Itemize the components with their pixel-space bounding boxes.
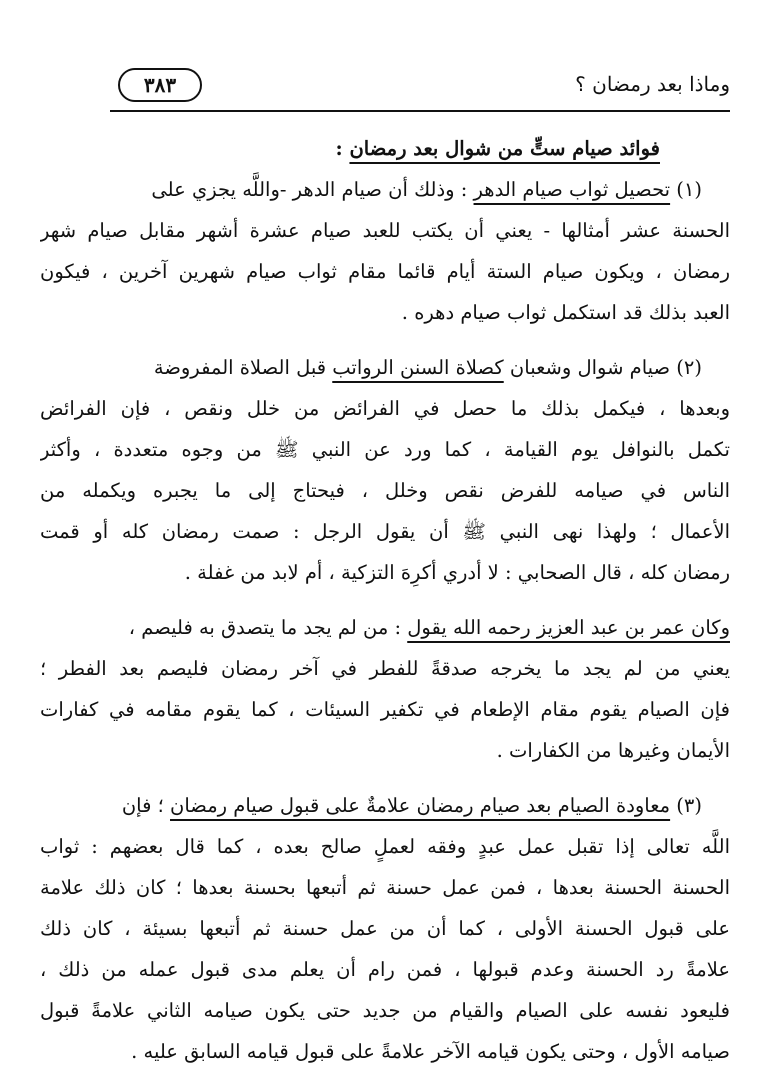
body-line: اللَّه تعالى إذا تقبل عمل عبدٍ وفقه لعملٍ صالح بعده ، كما قال بعضهم : ثواب xyxy=(40,835,730,858)
point3-heading: معاودة الصيام بعد صيام رمضان علامةٌ على قبول صيام رمضان xyxy=(170,794,671,817)
point1-first-line xyxy=(40,169,730,210)
paragraph-gap xyxy=(40,771,730,785)
point3-first-line xyxy=(40,785,730,826)
omar-line1-rest: : من لم يجد ما يتصدق به فليصم ، xyxy=(128,616,408,639)
body-line: علامةً رد الحسنة وعدم قبولها ، فمن رام أن يعلم مدى قبول عمله من ذلك ، xyxy=(40,958,730,981)
omar-first-line xyxy=(40,607,730,648)
point1-heading: تحصيل ثواب صيام الدهر xyxy=(473,178,671,201)
point3-line1-rest: ؛ فإن xyxy=(121,794,171,817)
point2-heading: كصلاة السنن الرواتب xyxy=(332,356,504,379)
point2-first-line xyxy=(40,347,730,388)
running-title: وماذا بعد رمضان ؟ xyxy=(575,72,730,96)
header-rule xyxy=(110,110,730,112)
omar-heading: وكان عمر بن عبد العزيز رحمه الله يقول xyxy=(407,616,730,639)
point2-line1-rest: قبل الصلاة المفروضة xyxy=(153,356,333,379)
body-line: صيامه الأول ، وحتى يكون قيامه الآخر علامةً على قبول قيامه السابق عليه . xyxy=(131,1040,730,1063)
running-head xyxy=(110,66,730,106)
body-line: يعني من لم يجد ما يخرجه صدقةً للفطر في آخر رمضان فليصم بعد الفطر ؛ xyxy=(40,657,730,680)
body-line: الناس في صيامه للفرض نقص وخلل ، فيحتاج إلى ما يجبره ويكمله من xyxy=(40,479,730,502)
body-line: على قبول الحسنة الأولى ، كما أن من عمل حسنة ثم أتبعها بسيئة ، كان ذلك xyxy=(40,917,730,940)
section-heading-text: فوائد صيام ستٍّ من شوال بعد رمضان xyxy=(349,137,660,160)
point1-number: (١) xyxy=(670,178,702,201)
body-line: فليعود نفسه على الصيام والقيام من جديد حتى يكون صيامه الثاني علامةً قبول xyxy=(40,999,730,1022)
paragraph-gap xyxy=(40,593,730,607)
section-heading-colon: : xyxy=(335,137,350,160)
point1-line1-rest: : وذلك أن صيام الدهر -واللَّه يجزي على xyxy=(151,178,474,201)
body-line: وبعدها ، فيكمل بذلك ما حصل في الفرائض من خلل ونقص ، فإن الفرائض xyxy=(40,397,730,420)
body-line: الحسنة عشر أمثالها - يعني أن يكتب للعبد صيام عشرة أشهر مقابل صيام شهر xyxy=(40,219,730,242)
body-line: العبد بذلك قد استكمل ثواب صيام دهره . xyxy=(401,301,730,324)
page-body xyxy=(40,128,730,1072)
body-line: فإن الصيام يقوم مقام الإطعام في تكفير السيئات ، كما يقوم مقامه في كفارات xyxy=(40,698,730,721)
point3-number: (٣) xyxy=(670,794,702,817)
body-line: رمضان ، ويكون صيام الستة أيام قائما مقام ثواب صيام شهرين آخرين ، فيكون xyxy=(40,260,730,283)
point2-plain-start: صيام شوال وشعبان xyxy=(503,356,671,379)
body-line: الحسنة الحسنة بعدها ، فمن عمل حسنة ثم أتبعها بحسنة بعدها ؛ كان ذلك علامة xyxy=(40,876,730,899)
body-line: الأعمال ؛ ولهذا نهى النبي ﷺ أن يقول الرجل : صمت رمضان كله أو قمت xyxy=(40,520,730,543)
point2-number: (٢) xyxy=(670,356,702,379)
body-line: تكمل بالنوافل يوم القيامة ، كما ورد عن النبي ﷺ من وجوه متعددة ، وأكثر xyxy=(40,438,730,461)
body-line: الأيمان وغيرها من الكفارات . xyxy=(496,739,730,762)
body-line: رمضان كله ، قال الصحابي : لا أدري أكرِهَ التزكية ، أم لابد من غفلة . xyxy=(184,561,730,584)
page-number: ٣٨٣ xyxy=(118,68,202,102)
section-heading xyxy=(40,128,730,169)
paragraph-gap xyxy=(40,333,730,347)
